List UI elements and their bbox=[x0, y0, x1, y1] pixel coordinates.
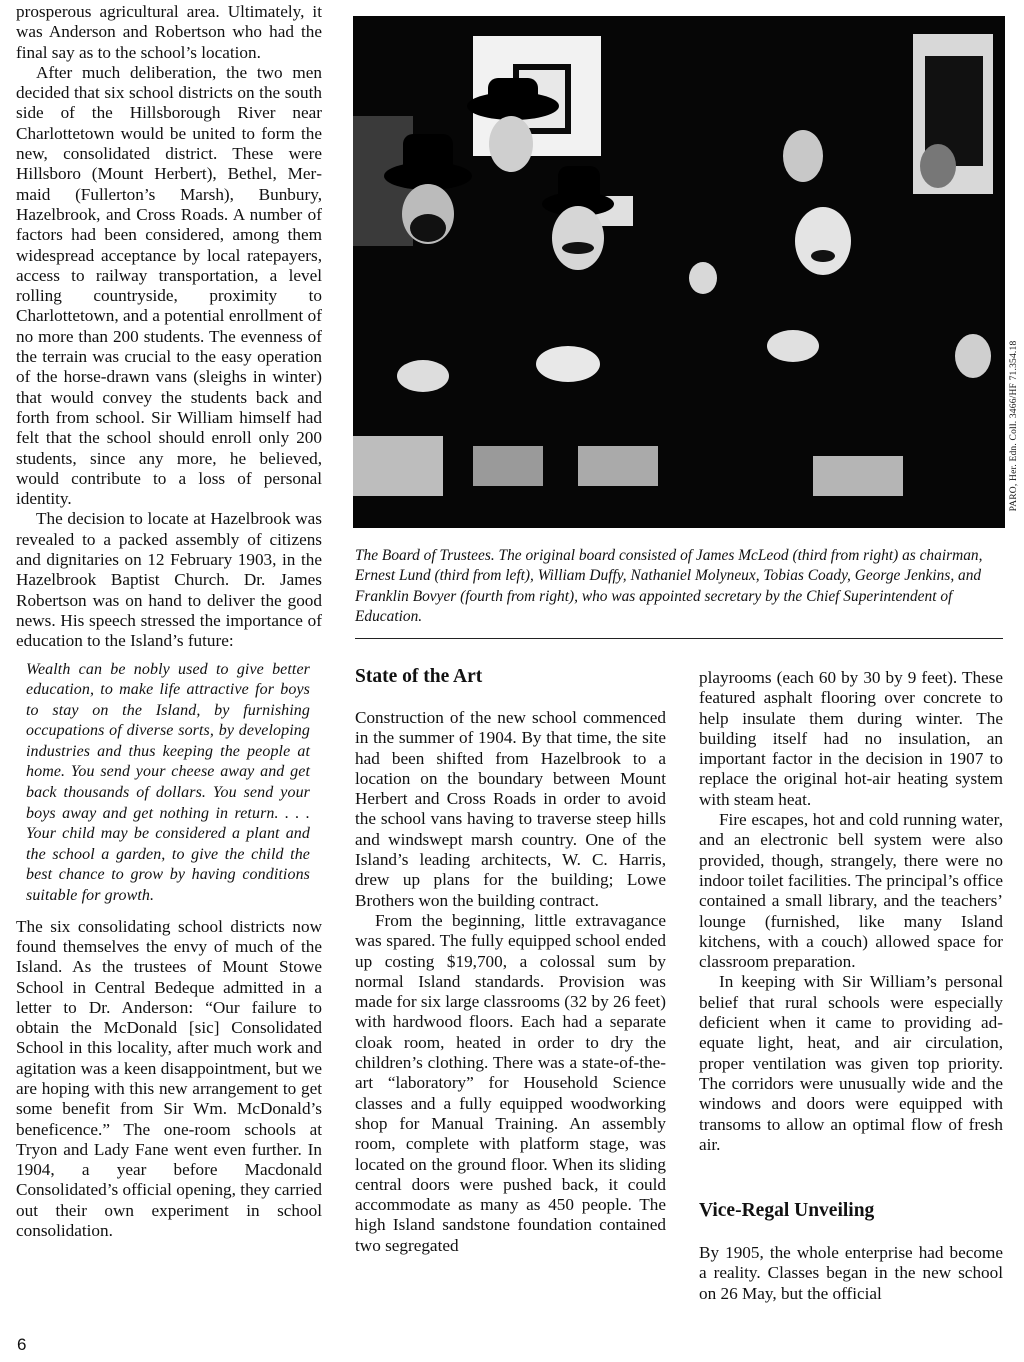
group-portrait-image bbox=[353, 16, 1005, 528]
body-paragraph: Construction of the new school commenced in the summer of 1904. By that time, the site had been shifted from Hazelbrook to a location on the boundary between Mount Herbert and Cross Roads in order to avoid the school vans having to traverse steep hills and windswept marsh country. One of the Island’s leading architects, W. C. Harris, drew up plans for the building; Lowe Brothers won the building contract. bbox=[355, 708, 666, 910]
body-paragraph: By 1905, the whole enterprise had become a reality. Classes began in the new school on 26 May, but the official bbox=[699, 1243, 1003, 1303]
photo-caption: The Board of Trustees. The original board consisted of James McLeod (third from right) as chairman, Ernest Lund (third from left), William Duffy, Nathaniel Molyneux, Tobias Coady, George Jenkins, and Franklin Bovyer (fourth from right), who was appointed secretary by the Chief Superintendent of Education. bbox=[355, 547, 983, 625]
right-column-tail bbox=[699, 1243, 1003, 1304]
body-paragraph: In keeping with Sir William’s personal belief that rural schools were especially deficient when it came to providing adequate light, heat, and air circulation, proper ventilation was given top priority. The corridors were unusually wide and the windows and doors were equipped with transoms to allow an optimal flow of fresh air. bbox=[699, 972, 1003, 1154]
block-quote: Wealth can be nobly used to give better education, to make life attractive for boys to stay on the Island, by furnishing occupations of diverse sorts, by developing industries and thus keeping the people at home. You send your cheese away and get back thousands of dollars. You send your boys away and get nothing in return. . . . Your child may be considered a plant and the school a garden, to give the child the best chance to grow by having conditions suitable for growth. bbox=[26, 660, 310, 905]
body-paragraph: The decision to locate at Hazelbrook was revealed to a packed assembly of citizens and dignitaries on 12 February 1903, in the Hazelbrook Baptist Church. Dr. James Robertson was on hand to deliver the good news. His speech stressed the importance of education to the Island’s future: bbox=[16, 509, 322, 651]
body-paragraph: prosperous agricultural area. Ultimately, it was Anderson and Robertson who had the final say as to the school’s location. bbox=[16, 2, 322, 62]
photo-credit-text: PARO, Her. Edn. Coll. 3466/HF 71.354.18 bbox=[1009, 340, 1019, 512]
middle-column bbox=[355, 708, 666, 1256]
section-heading-state-of-the-art: State of the Art bbox=[355, 666, 483, 687]
caption-divider bbox=[355, 638, 1003, 639]
body-paragraph: The six consolidating school districts now found themselves the envy of much of the Island. As the trustees of Mount Stowe School in Central Bedeque admitted in a letter to Dr. Anderson: “Our failure to obtain the McDonald [sic] Consolidated School in this locality, after much work and agitation was a keen disappointment, but we are hoping with this new arrangement to get some benefit from Sir Wm. McDonald’s beneficence.” The one-room schools at Tryon and Lady Fane went even further. In 1904, a year before Macdonald Consolidated’s official opening, they carried out their own experiment in school consolidation. bbox=[16, 916, 322, 1241]
photo-credit bbox=[1006, 320, 1022, 532]
right-column bbox=[699, 668, 1003, 1155]
page-number: 6 bbox=[17, 1335, 27, 1354]
section-heading-vice-regal-unveiling: Vice-Regal Unveiling bbox=[699, 1200, 875, 1221]
trustees-photo bbox=[353, 16, 1005, 528]
body-paragraph: Fire escapes, hot and cold running water, and an electronic bell system were also provided, though, strangely, there were no indoor toilet facilities. The principal’s office contained a small library, and the teachers’ lounge (furnished, like many Island kitchens, with a couch) allowed space for classroom preparation. bbox=[699, 810, 1003, 972]
body-paragraph: From the beginning, little extravagance was spared. The fully equipped school ended up costing $19,700, a colossal sum by normal Island standards. Provision was made for six large classrooms (32 by 26 feet) with hardwood floors. Each had a separate cloak room, heated in order to dry the children’s clothing. There was a state-of-the-art “laboratory” for Household Science classes and a fully equipped woodworking shop for Manual Training. An assembly room, complete with platform stage, was located on the ground floor. When its sliding central doors were pushed back, it could accommodate as many as 450 people. The high Island sandstone foundation contained two segregated bbox=[355, 910, 666, 1255]
body-paragraph: After much deliberation, the two men decided that six school districts on the south side of the Hillsborough River near Charlottetown would be united to form the new, consolidated district. These were Hillsboro (Mount Herbert), Bethel, Mermaid (Fullerton’s Marsh), Bunbury, Hazelbrook, and Cross Roads. A number of factors had been considered, among them widespread acceptance by local ratepayers, access to railway transportation, a level rolling countryside, proximity to Charlottetown, and a potential enrollment of no more than 200 students. The evenness of the terrain was crucial to the easy operation of the horse-drawn vans (sleighs in winter) that would convey the students back and forth from school. Sir William himself had felt that the school should enroll only 200 students, since any more, he believed, would contribute to a loss of personal identity. bbox=[16, 62, 322, 509]
body-paragraph: playrooms (each 60 by 30 by 9 feet). These featured asphalt flooring over concrete to help insulate them during winter. The building itself had no insulation, an important factor in the decision in 1907 to replace the original hot-air heating system with steam heat. bbox=[699, 668, 1003, 809]
left-column bbox=[16, 2, 322, 1241]
